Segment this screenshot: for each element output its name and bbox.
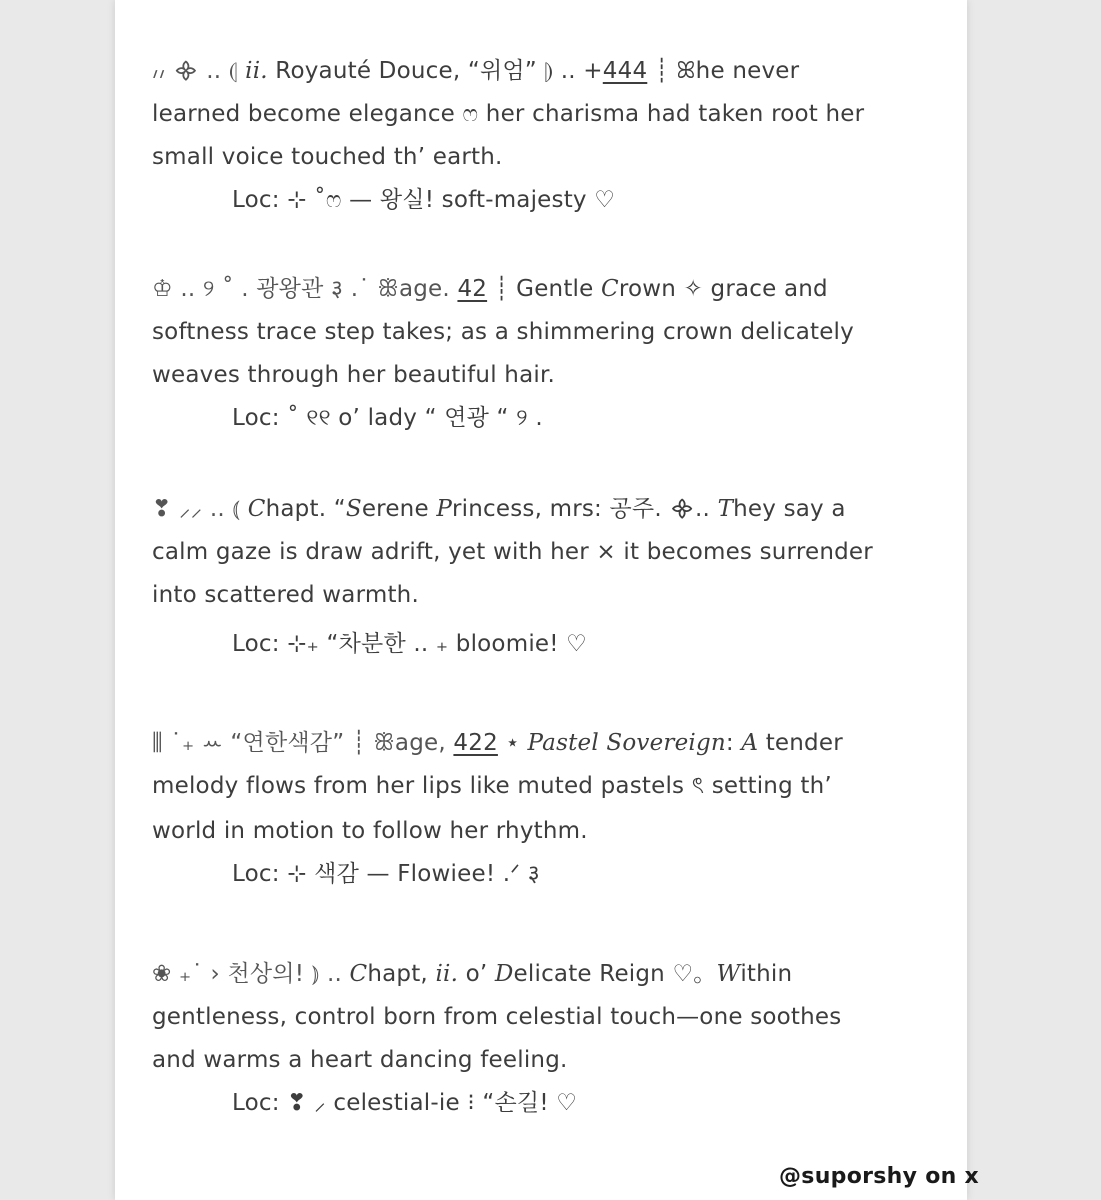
entry-3-text-line: calm gaze is draw adrift, yet with her ⨯ it becomes surrender [152,539,873,565]
entry-3-loc: Loc: ⊹₊ “차분한 .. ₊ bloomie! ♡ [232,631,588,657]
entry-2 [152,268,932,440]
entry-4 [152,722,932,896]
entry-1-heading: ៸៸ ᯽ .. ⦇ ii. Royauté Douce, “위엄” ⦈ .. +444 ┊ ꕤhe never [152,58,800,84]
entry-3-text-line: into scattered warmth. [152,582,419,608]
entry-5 [152,953,932,1125]
entry-4-heading: ⫼ ˙₊ ꕀ “연한색감” ┊ ꕥage, 422 ⋆ Pastel Sovereign: A tender [152,730,843,756]
entry-3 [152,488,932,666]
entry-1 [152,50,932,222]
entry-2-text-line: softness trace step takes; as a shimmering crown delicately [152,319,854,345]
entry-4-text-line: melody flows from her lips like muted pastels ৎ setting th’ [152,773,832,799]
entry-5-heading: ❀ ₊˙ › 천상의! ⦆ .. Chapt, ii. o’ Delicate Reign ♡。Within [152,961,793,987]
entry-4-text-line: world in motion to follow her rhythm. [152,818,588,844]
entry-2-heading: ♔ .. ୨ ˚ . 광왕관 ३ .˙ ꕥage. 42 ┊ Gentle Crown ✧ grace and [152,276,828,302]
entry-1-loc: Loc: ⊹ ˚ෆ — 왕실! soft-majesty ♡ [232,187,616,213]
document-page [115,0,967,1200]
entry-4-loc: Loc: ⊹ 색감 — Flowiee! .ᐟ ३ [232,861,540,887]
entry-2-loc: Loc: ˚ ୧୧ o’ lady “ 연광 “ ୨ . [232,405,543,431]
author-credit: @suporshy on x [779,1164,980,1189]
entry-1-text-line: small voice touched th’ earth. [152,144,503,170]
entry-5-loc: Loc: ❣ ⸝ celestial-ie ⁝ “손길! ♡ [232,1090,578,1116]
entry-1-text-line: learned become elegance ෆ her charisma had taken root her [152,101,865,127]
entry-5-text-line: and warms a heart dancing feeling. [152,1047,568,1073]
entry-2-text-line: weaves through her beautiful hair. [152,362,556,388]
entry-3-heading: ❣ ⸝⸝ .. ⦅ Chapt. “Serene Princess, mrs: 공주. ᯽.. They say a [152,496,846,522]
entry-5-text-line: gentleness, control born from celestial touch—one soothes [152,1004,842,1030]
